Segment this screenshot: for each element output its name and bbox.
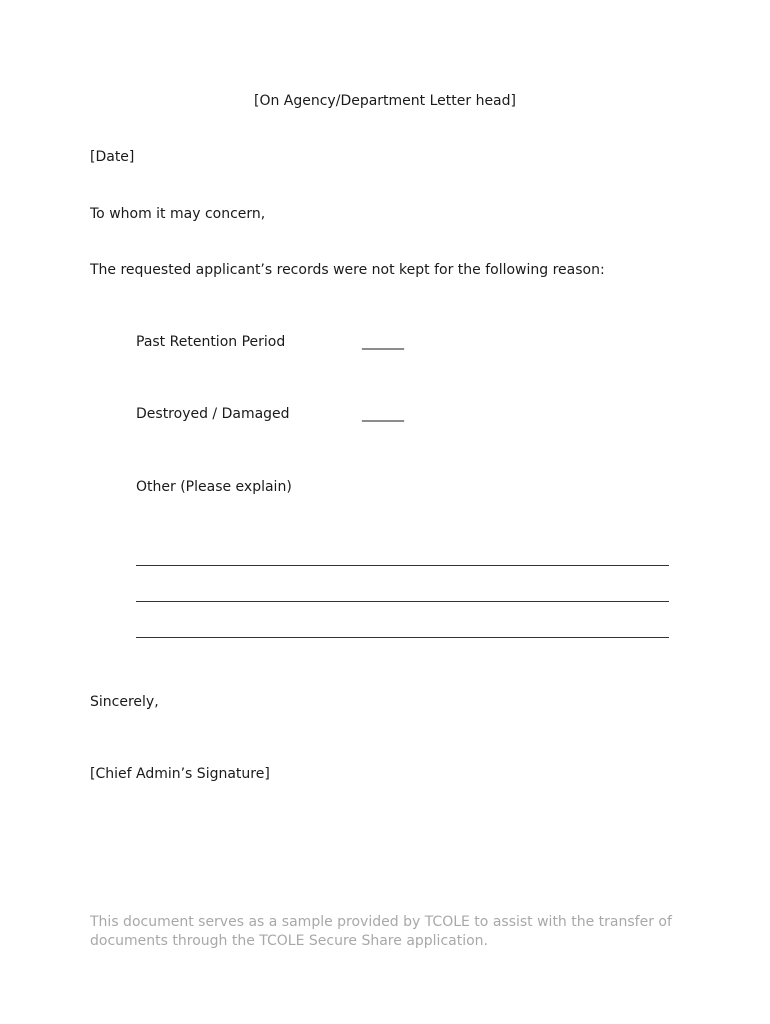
date-placeholder: [Date]	[90, 149, 135, 165]
footer-line-2: documents through the TCOLE Secure Share application.	[90, 933, 488, 949]
option-past-retention-label: Past Retention Period	[136, 334, 286, 350]
explanation-line[interactable]	[136, 565, 669, 566]
option-destroyed-blank[interactable]: ______	[362, 406, 404, 422]
explanation-line[interactable]	[136, 637, 669, 638]
footer-line-1: This document serves as a sample provided by TCOLE to assist with the transfer of	[90, 914, 672, 930]
closing: Sincerely,	[90, 694, 159, 710]
option-destroyed-label: Destroyed / Damaged	[136, 406, 290, 422]
footer-note	[90, 913, 690, 951]
explanation-line[interactable]	[136, 601, 669, 602]
reason-intro: The requested applicant’s records were not kept for the following reason:	[90, 262, 605, 278]
letterhead-placeholder: [On Agency/Department Letter head]	[253, 93, 516, 109]
option-other-label: Other (Please explain)	[136, 479, 292, 495]
signature-placeholder: [Chief Admin’s Signature]	[90, 766, 270, 782]
option-past-retention-blank[interactable]: ______	[362, 334, 404, 350]
greeting: To whom it may concern,	[90, 206, 266, 222]
